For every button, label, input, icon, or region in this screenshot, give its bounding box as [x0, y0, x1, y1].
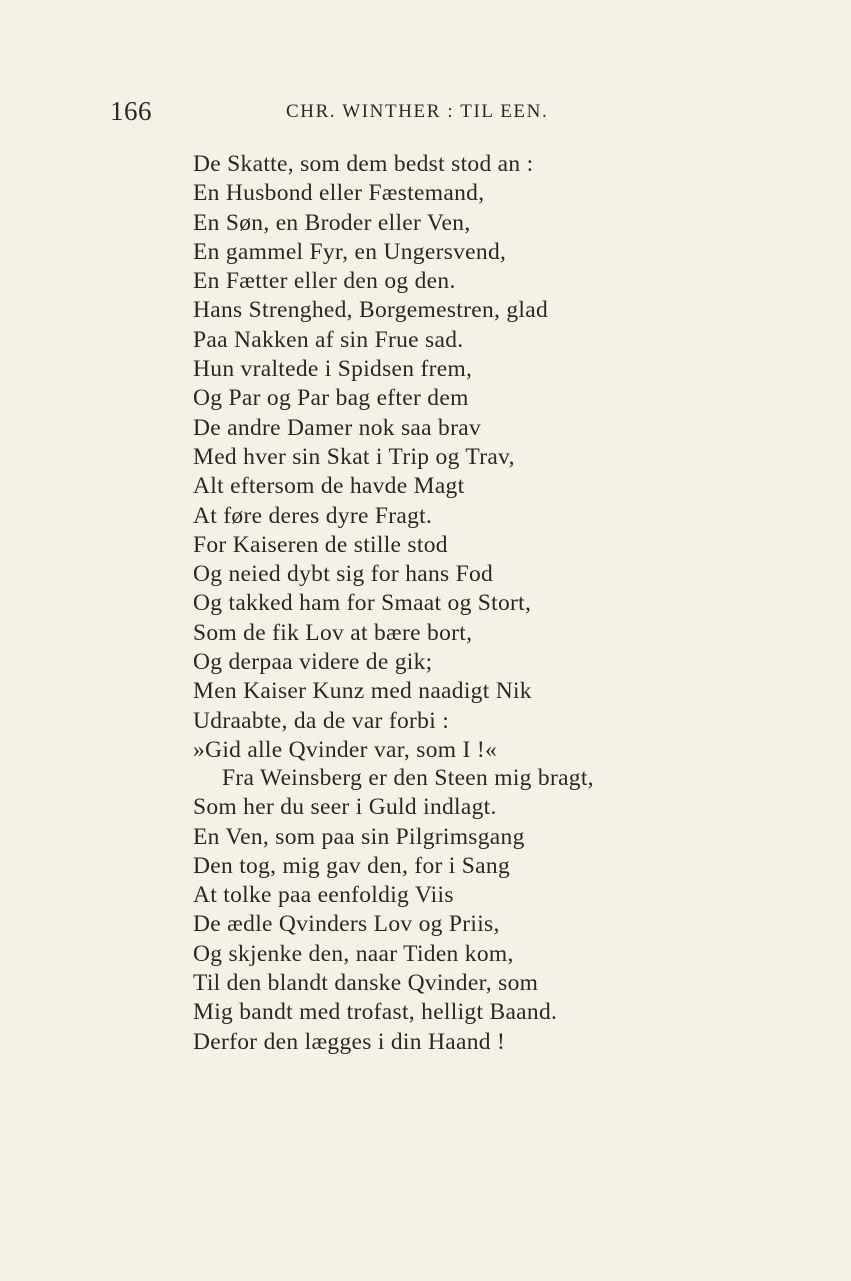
verse-line: Og Par og Par bag efter dem: [193, 385, 469, 412]
verse-line: De andre Damer nok saa brav: [193, 414, 482, 441]
verse-line: Og derpaa videre de gik;: [193, 649, 433, 676]
verse-line: Som her du seer i Guld indlagt.: [193, 794, 497, 821]
verse-line: Alt eftersom de havde Magt: [193, 473, 465, 500]
poem-stanza-1: [193, 150, 753, 765]
verse-line: Og skjenke den, naar Tiden kom,: [193, 940, 514, 967]
verse-line: De ædle Qvinders Lov og Priis,: [193, 911, 500, 938]
verse-line: En Ven, som paa sin Pilgrimsgang: [193, 823, 525, 850]
verse-line: Og takked ham for Smaat og Stort,: [193, 590, 532, 617]
verse-line: Fra Weinsberg er den Steen mig bragt,: [222, 765, 594, 791]
verse-line: At tolke paa eenfoldig Viis: [193, 882, 454, 909]
verse-line: »Gid alle Qvinder var, som I !«: [193, 736, 497, 763]
verse-line: Til den blandt danske Qvinder, som: [193, 970, 539, 997]
verse-line: Den tog, mig gav den, for i Sang: [193, 852, 511, 879]
verse-line: En Fætter eller den og den.: [193, 268, 456, 295]
verse-line: Hans Strenghed, Borgemestren, glad: [193, 297, 549, 324]
verse-line: Og neied dybt sig for hans Fod: [193, 561, 494, 588]
verse-line: En gammel Fyr, en Ungersvend,: [193, 238, 507, 265]
verse-line: De Skatte, som dem bedst stod an :: [193, 151, 534, 177]
verse-line: Hun vraltede i Spidsen frem,: [193, 356, 473, 383]
verse-line: Udraabte, da de var forbi :: [193, 707, 450, 734]
verse-line: At føre deres dyre Fragt.: [193, 502, 433, 529]
verse-line: For Kaiseren de stille stod: [193, 531, 448, 558]
verse-line: Som de fik Lov at bære bort,: [193, 619, 473, 646]
verse-line: Paa Nakken af sin Frue sad.: [193, 326, 464, 353]
verse-line: Med hver sin Skat i Trip og Trav,: [193, 443, 515, 470]
verse-line: Mig bandt med trofast, helligt Baand.: [193, 999, 558, 1026]
verse-line: Derfor den lægges i din Haand !: [193, 1028, 506, 1055]
running-head: [110, 96, 580, 126]
running-title: CHR. WINTHER : TIL EEN.: [286, 101, 549, 122]
poem-stanza-2: [193, 764, 753, 1057]
page-number: 166: [110, 96, 152, 126]
verse-line: En Husbond eller Fæstemand,: [193, 180, 485, 207]
verse-line: Men Kaiser Kunz med naadigt Nik: [193, 678, 532, 705]
verse-line: En Søn, en Broder eller Ven,: [193, 209, 471, 236]
